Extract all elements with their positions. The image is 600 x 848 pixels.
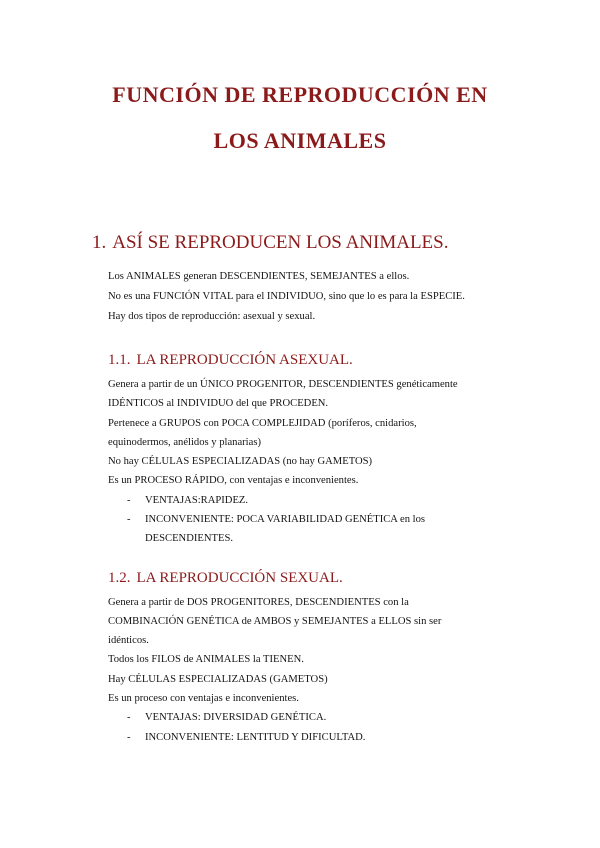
section-1-1-line: equinodermos, anélidos y planarias)	[108, 437, 261, 448]
section-1-2-bullet: INCONVENIENTE: LENTITUD Y DIFICULTAD.	[145, 732, 366, 743]
section-1-1-line: Pertenece a GRUPOS con POCA COMPLEJIDAD (poríferos, cnidarios,	[108, 418, 417, 429]
bullet-marker: -	[127, 732, 131, 743]
section-1-heading	[92, 232, 448, 254]
section-1-line: Los ANIMALES generan DESCENDIENTES, SEMEJANTES a ellos.	[108, 271, 410, 282]
section-1-2-title: LA REPRODUCCIÓN SEXUAL.	[136, 570, 343, 586]
section-1-2-heading	[108, 570, 343, 587]
bullet-marker: -	[127, 495, 131, 506]
section-1-2-bullet: VENTAJAS: DIVERSIDAD GENÉTICA.	[145, 712, 327, 723]
section-1-2-number: 1.2.	[108, 570, 131, 586]
section-1-2-line: COMBINACIÓN GENÉTICA de AMBOS y SEMEJANTES a ELLOS sin ser	[108, 616, 442, 627]
section-1-1-heading	[108, 352, 353, 369]
section-1-1-number: 1.1.	[108, 352, 131, 368]
section-1-line: Hay dos tipos de reproducción: asexual y sexual.	[108, 311, 316, 322]
page-title-line-2: LOS ANIMALES	[213, 128, 387, 153]
section-1-1-line: Es un PROCESO RÁPIDO, con ventajas e inconvenientes.	[108, 475, 359, 486]
section-1-2-line: Es un proceso con ventajas e inconvenientes.	[108, 693, 299, 704]
section-1-1-bullet: VENTAJAS:RAPIDEZ.	[145, 495, 249, 506]
section-1-1-bullet: INCONVENIENTE: POCA VARIABILIDAD GENÉTICA en los	[145, 514, 426, 525]
section-1-title: ASÍ SE REPRODUCEN LOS ANIMALES.	[112, 232, 449, 253]
bullet-marker: -	[127, 712, 131, 723]
section-1-1-line: No hay CÉLULAS ESPECIALIZADAS (no hay GAMETOS)	[108, 456, 373, 467]
section-1-2-line: Genera a partir de DOS PROGENITORES, DESCENDIENTES con la	[108, 597, 409, 608]
section-1-1-line: IDÉNTICOS al INDIVIDUO del que PROCEDEN.	[108, 398, 329, 409]
section-1-2-line: idénticos.	[108, 635, 149, 646]
section-1-number: 1.	[92, 232, 107, 253]
section-1-line: No es una FUNCIÓN VITAL para el INDIVIDUO, sino que lo es para la ESPECIE.	[108, 291, 465, 302]
section-1-2-line: Hay CÉLULAS ESPECIALIZADAS (GAMETOS)	[108, 674, 328, 685]
section-1-1-bullet-continued: DESCENDIENTES.	[145, 533, 233, 544]
section-1-1-title: LA REPRODUCCIÓN ASEXUAL.	[136, 352, 353, 368]
bullet-marker: -	[127, 514, 131, 525]
section-1-2-line: Todos los FILOS de ANIMALES la TIENEN.	[108, 654, 304, 665]
section-1-1-line: Genera a partir de un ÚNICO PROGENITOR, DESCENDIENTES genéticamente	[108, 379, 458, 390]
page-title-line-1: FUNCIÓN DE REPRODUCCIÓN EN	[112, 82, 488, 107]
